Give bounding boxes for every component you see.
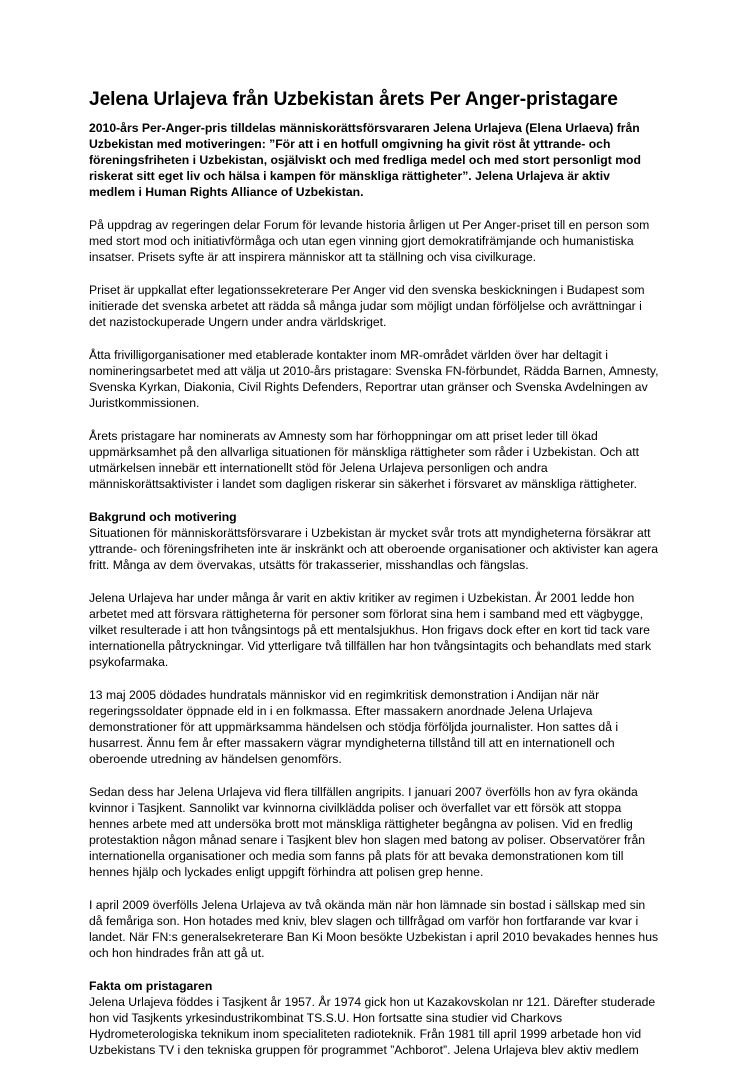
section-intro-facts: Jelena Urlajeva föddes i Tasjkent år 1957. År 1974 gick hon ut Kazakovskolan nr 121. Därefter studerade hon vid Tasjkents yrkesindustrikombinat TS.S.U. Hon fortsatte sina studier vid Charkovs Hydrometerologiska teknikum inom specialiteten radioteknik. Från 1981 till april 1999 arbetade hon vid Uzbekistans TV i den tekniska gruppen för programmet ”Achborot”. Jelena Urlajeva blev aktiv medlem — [89, 995, 656, 1057]
paragraph-andijan-massacre: 13 maj 2005 dödades hundratals människor vid en regimkritisk demonstration i Andijan när när regeringssoldater öppnade eld in i en folkmassa. Efter massakern anordnade Jelena Urlajeva demonstrationer för att uppmärksamma händelsen och stödja förföljda journalister. Hon sattes då i husarrest. Ännu fem år efter massakern vägrar myndigheterna tillstånd till att en internationell och oberoende utredning av händelsen genomförs. — [89, 688, 619, 766]
lead-paragraph: 2010-års Per-Anger-pris tilldelas människorättsförsvararen Jelena Urlajeva (Elena Urlaeva) från Uzbekistan med motiveringen: ”För att i en hotfull omgivning ha givit röst åt yttrande- och föreningsfriheten i Uzbekistan, osjälviskt och med fredliga medel och med stort personligt mod riskerat sitt eget liv och hälsa i kampen för mänskliga rättigheter”. Jelena Urlajeva är aktiv medlem i Human Rights Alliance of Uzbekistan. — [89, 121, 641, 199]
paragraph-nominating-organizations: Åtta frivilligorganisationer med etablerade kontakter inom MR-området världen över har deltagit i nomineringsarbetet med att välja ut 2010-års pristagare: Svenska FN-förbundet, Rädda Barnen, Amnesty, Svenska Kyrkan, Diakonia, Civil Rights Defenders, Reportrar utan gränser och Svenska Avdelningen av Juristkommissionen. — [89, 348, 659, 410]
page-title: Jelena Urlajeva från Uzbekistan årets Per Anger-pristagare — [89, 89, 618, 110]
paragraph-nomination-amnesty: Årets pristagare har nominerats av Amnesty som har förhoppningar om att priset leder till ökad uppmärksamhet på den allvarliga situationen för mänskliga rättigheter som råder i Uzbekistan. Och att utmärkelsen innebär ett internationellt stöd för Jelena Urlajeva personligen och andra människorättsaktivister i landet som dagligen riskerar sin säkerhet i försvaret av mänskliga rättigheter. — [89, 429, 640, 491]
section-heading-facts: Fakta om pristagaren — [89, 979, 213, 993]
section-intro-background: Situationen för människorättsförsvarare i Uzbekistan är mycket svår trots att myndigheterna försäkrar att yttrande- och föreningsfriheten inte är inskränkt och att oberoende organisationer och aktivister kan agera fritt. Många av dem övervakas, utsätts för trakasserier, misshandlas och fängslas. — [89, 526, 659, 572]
paragraph-attacks-2009: I april 2009 överfölls Jelena Urlajeva av två okända män när hon lämnade sin bostad i sällskap med sin då femåriga son. Hon hotades med kniv, blev slagen och tillfrågad om varför hon fortfarande var kvar i landet. När FN:s generalsekreterare Ban Ki Moon besökte Uzbekistan i april 2010 bevakades hennes hus och hon hindrades från att gå ut. — [89, 898, 659, 960]
document-content — [89, 88, 659, 1075]
paragraph-attacks-2007: Sedan dess har Jelena Urlajeva vid flera tillfällen angripits. I januari 2007 överfölls hon av fyra okända kvinnor i Tasjkent. Sannolikt var kvinnorna civilklädda poliser och överfallet var ett försök att stoppa hennes arbete med att undersöka brott mot mänskliga rättigheter begångna av polisen. Vid en fredlig protestaktion någon månad senare i Tasjkent blev hon slagen med batong av poliser. Observatörer från internationella organisationer och media som fanns på plats för att bevaka demonstrationen kom till hennes hjälp och lyckades enligt uppgift förhindra att polisen grep henne. — [89, 785, 645, 879]
paragraph-prize-origin: Priset är uppkallat efter legationssekreterare Per Anger vid den svenska beskickningen i Budapest som initierade det svenska arbetet att rädda så många judar som möjligt undan förföljelse och avrättningar i det nazistockuperade Ungern under andra världskriget. — [89, 283, 645, 329]
section-heading-background: Bakgrund och motivering — [89, 510, 237, 524]
paragraph-prize-purpose: På uppdrag av regeringen delar Forum för levande historia årligen ut Per Anger-priset till en person som med stort mod och initiativförmåga och utan egen vinning gjort demokratifrämjande och humanistiska insatser. Prisets syfte är att inspirera människor att ta ställning och visa civilkurage. — [89, 218, 650, 264]
paragraph-activism-history: Jelena Urlajeva har under många år varit en aktiv kritiker av regimen i Uzbekistan. År 2001 ledde hon arbetet med att försvara rättigheterna för personer som förlorat sina hem i samband med ett vägbygge, vilket resulterade i att hon tvångsintogs på ett mentalsjukhus. Hon frigavs dock efter en kort tid tack vare internationella påtryckningar. Vid ytterligare två tillfällen har hon tvångsintagits och behandlats med stark psykofarmaka. — [89, 591, 652, 669]
